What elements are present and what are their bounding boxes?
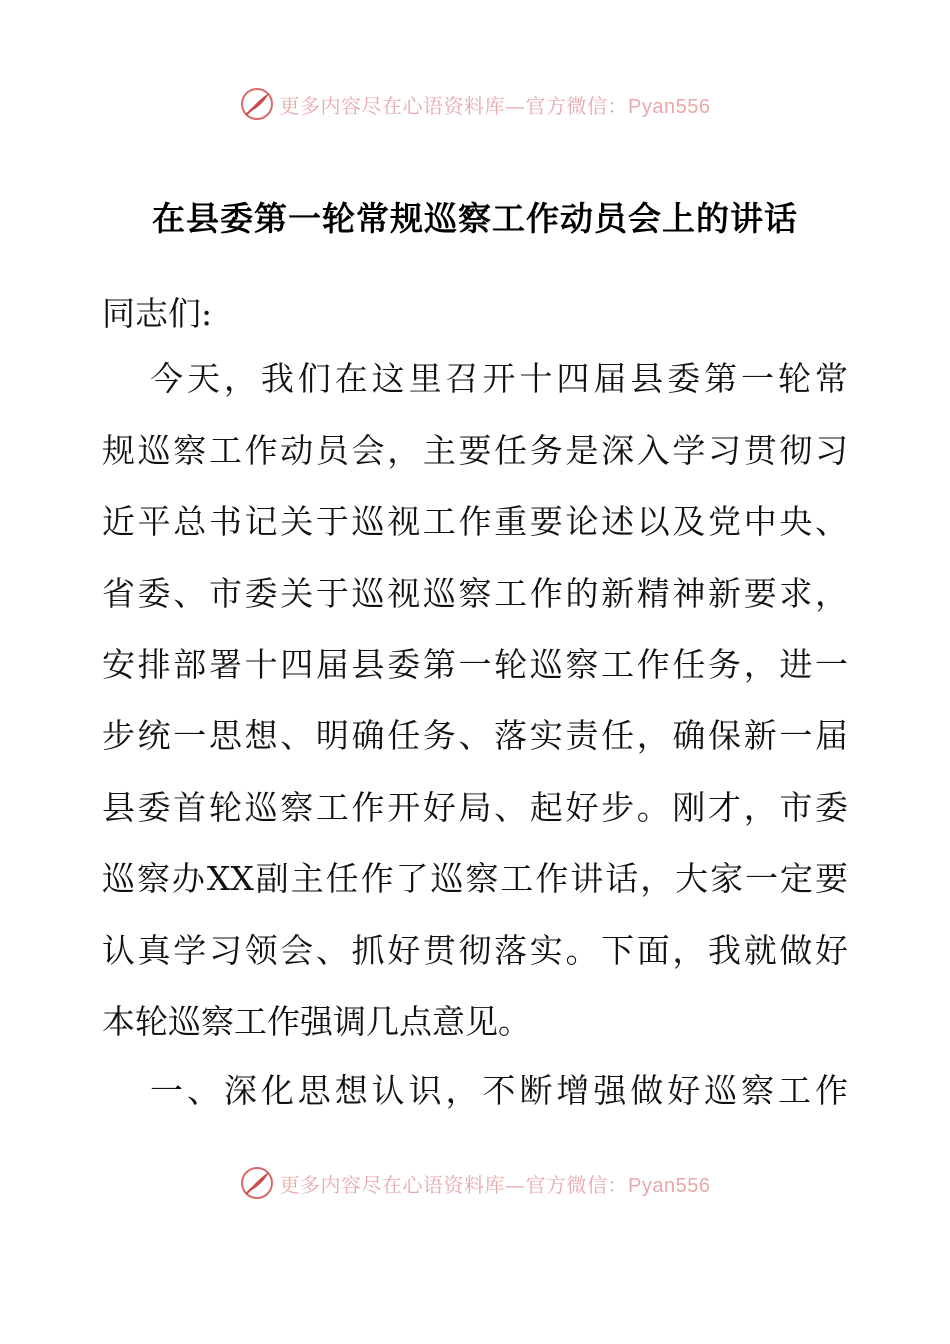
- paragraph-line: 安排部署十四届县委第一轮巡察工作任务，进一: [102, 645, 848, 684]
- salutation: 同志们:: [102, 294, 213, 333]
- watermark-text: 更多内容尽在心语资料库—官方微信：Pyan556: [279, 93, 711, 118]
- quill-logo-icon: [240, 1166, 274, 1200]
- section-heading-line: 一、深化思想认识，不断增强做好巡察工作: [150, 1071, 848, 1110]
- paragraph-line: 巡察办XX副主任作了巡察工作讲话，大家一定要: [102, 859, 848, 898]
- paragraph-line: 本轮巡察工作强调几点意见。: [102, 1002, 531, 1041]
- paragraph-line: 认真学习领会、抓好贯彻落实。下面，我就做好: [102, 931, 848, 970]
- paragraph-line: 今天，我们在这里召开十四届县委第一轮常: [150, 359, 848, 398]
- paragraph-line: 步统一思想、明确任务、落实责任，确保新一届: [102, 716, 848, 755]
- header-watermark: [0, 84, 950, 124]
- paragraph-line: 县委首轮巡察工作开好局、起好步。刚才，市委: [102, 788, 848, 827]
- paragraph-line: 近平总书记关于巡视工作重要论述以及党中央、: [102, 502, 848, 541]
- paragraph-line: 规巡察工作动员会，主要任务是深入学习贯彻习: [102, 431, 848, 470]
- paragraph-line: 省委、市委关于巡视巡察工作的新精神新要求，: [102, 574, 848, 613]
- footer-watermark: [0, 1163, 950, 1203]
- document-title: 在县委第一轮常规巡察工作动员会上的讲话: [152, 199, 798, 238]
- watermark-text: 更多内容尽在心语资料库—官方微信：Pyan556: [279, 1172, 711, 1197]
- quill-logo-icon: [240, 87, 274, 121]
